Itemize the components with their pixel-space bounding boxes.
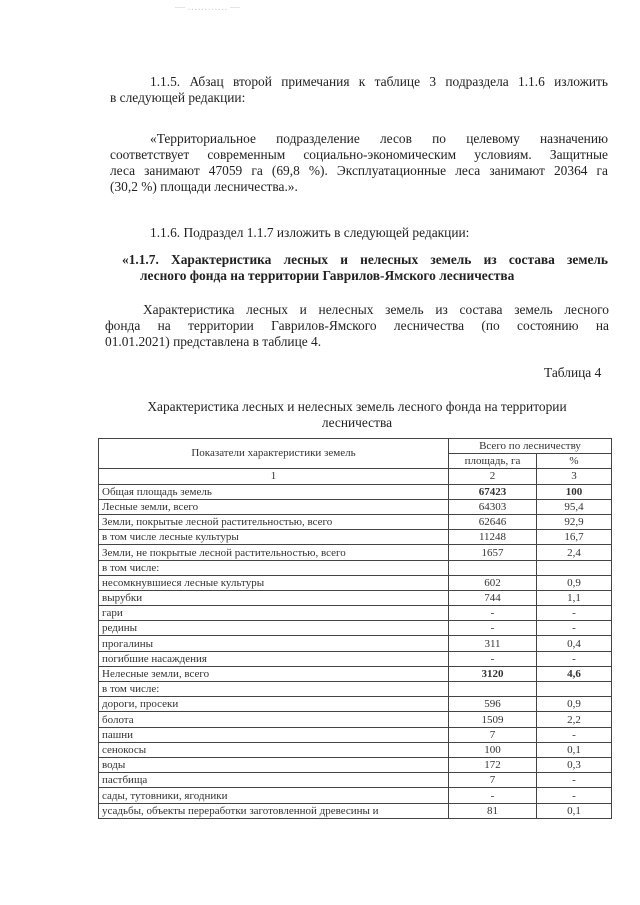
top-faint-text: — ………… — [175,2,240,13]
row-label: Земли, покрытые лесной растительностью, всего [99,514,449,529]
row-percent-value: 0,9 [537,575,612,590]
table-row [99,727,612,742]
quote-line-1: «Территориальное подразделение лесов по целевому назначению [150,131,608,146]
row-label: болота [99,712,449,727]
row-area-value: 64303 [449,499,537,514]
paragraph-1-1-5-line-2: в следующей редакции: [110,90,246,105]
row-label: сады, тутовники, ягодники [99,788,449,803]
row-percent-value: 1,1 [537,590,612,605]
row-area-value [449,560,537,575]
row-area-value: 7 [449,773,537,788]
row-label: редины [99,621,449,636]
header-indicators: Показатели характеристики земель [99,439,449,469]
row-area-value: 596 [449,697,537,712]
table-header-row-1 [99,439,612,454]
table-row [99,712,612,727]
row-percent-value: 2,4 [537,545,612,560]
row-label: погибшие насаждения [99,651,449,666]
table-row [99,757,612,772]
quote-line-4: (30,2 %) площади лесничества.». [110,179,298,194]
row-label: несомкнувшиеся лесные культуры [99,575,449,590]
section-heading [122,252,608,284]
table-row [99,560,612,575]
row-label: Земли, не покрытые лесной растительностью, всего [99,545,449,560]
row-area-value: - [449,788,537,803]
row-label: Лесные земли, всего [99,499,449,514]
table-row [99,651,612,666]
row-percent-value: 0,1 [537,803,612,818]
intro-line-1: Характеристика лесных и нелесных земель из состава земель лесного [143,302,609,317]
row-area-value: 1657 [449,545,537,560]
row-area-value: 3120 [449,666,537,681]
table-row [99,499,612,514]
row-percent-value: 100 [537,484,612,499]
header-col-number-1: 1 [99,469,449,484]
row-label: вырубки [99,590,449,605]
table-row [99,773,612,788]
header-total-group: Всего по лесничеству [449,439,612,454]
paragraph-1-1-5 [110,74,608,106]
table-row [99,530,612,545]
row-label: воды [99,757,449,772]
row-area-value: - [449,621,537,636]
row-label: в том числе лесные культуры [99,530,449,545]
row-area-value: 602 [449,575,537,590]
row-percent-value: - [537,606,612,621]
row-percent-value: 95,4 [537,499,612,514]
row-percent-value: 0,4 [537,636,612,651]
row-percent-value: 0,1 [537,742,612,757]
row-percent-value: 16,7 [537,530,612,545]
row-percent-value: 92,9 [537,514,612,529]
row-label: Нелесные земли, всего [99,666,449,681]
paragraph-1-1-6: 1.1.6. Подраздел 1.1.7 изложить в следующей редакции: [150,225,470,240]
table-row [99,788,612,803]
table-row [99,636,612,651]
intro-line-2: фонда на территории Гаврилов-Ямского лесничества (по состоянию на [105,318,609,333]
header-area: площадь, га [449,454,537,469]
row-percent-value [537,682,612,697]
row-label: сенокосы [99,742,449,757]
quote-paragraph [110,131,608,195]
table-row [99,590,612,605]
paragraph-1-1-5-line-1: 1.1.5. Абзац второй примечания к таблице 3 подраздела 1.1.6 изложить [150,74,608,89]
row-area-value: 172 [449,757,537,772]
intro-paragraph [105,302,609,350]
row-percent-value: - [537,773,612,788]
table-row [99,621,612,636]
row-area-value: 67423 [449,484,537,499]
row-percent-value: - [537,727,612,742]
table-row [99,575,612,590]
row-label: усадьбы, объекты переработки заготовленной древесины и [99,803,449,818]
intro-line-3: 01.01.2021) представлена в таблице 4. [105,334,322,349]
table-row [99,682,612,697]
row-label: гари [99,606,449,621]
row-area-value: 100 [449,742,537,757]
row-label: прогалины [99,636,449,651]
table-row [99,666,612,681]
row-label: пастбища [99,773,449,788]
row-area-value: 311 [449,636,537,651]
row-percent-value [537,560,612,575]
quote-line-2: соответствует современным социально-экономическим условиям. Защитные [110,147,608,162]
table-row [99,803,612,818]
land-characteristics-table [98,438,612,819]
table-header-row-3 [99,469,612,484]
row-area-value: 81 [449,803,537,818]
table-caption [112,399,602,431]
row-label: Общая площадь земель [99,484,449,499]
table-caption-line-1: Характеристика лесных и нелесных земель лесного фонда на территории [147,399,567,414]
row-area-value: 1509 [449,712,537,727]
header-percent: % [537,454,612,469]
row-area-value: 7 [449,727,537,742]
row-label: дороги, просеки [99,697,449,712]
row-area-value: - [449,606,537,621]
row-percent-value: 0,9 [537,697,612,712]
table-caption-line-2: лесничества [321,415,393,430]
header-col-number-3: 3 [537,469,612,484]
table-row [99,697,612,712]
row-area-value: 11248 [449,530,537,545]
section-heading-line-1: «1.1.7. Характеристика лесных и нелесных земель из состава земель [122,252,608,267]
table-row [99,545,612,560]
quote-line-3: леса занимают 47059 га (69,8 %). Эксплуатационные леса занимают 20364 га [110,163,608,178]
row-label: в том числе: [99,560,449,575]
row-label: в том числе: [99,682,449,697]
row-area-value: 744 [449,590,537,605]
table-row [99,514,612,529]
row-percent-value: - [537,621,612,636]
row-area-value: - [449,651,537,666]
row-percent-value: 0,3 [537,757,612,772]
row-percent-value: 4,6 [537,666,612,681]
row-area-value: 62646 [449,514,537,529]
row-percent-value: 2,2 [537,712,612,727]
section-heading-line-2: лесного фонда на территории Гаврилов-Ямского лесничества [140,268,515,283]
table-row [99,606,612,621]
row-percent-value: - [537,788,612,803]
row-percent-value: - [537,651,612,666]
table-row [99,484,612,499]
row-label: пашни [99,727,449,742]
table-label: Таблица 4 [544,365,602,380]
row-area-value [449,682,537,697]
header-col-number-2: 2 [449,469,537,484]
table-row [99,742,612,757]
